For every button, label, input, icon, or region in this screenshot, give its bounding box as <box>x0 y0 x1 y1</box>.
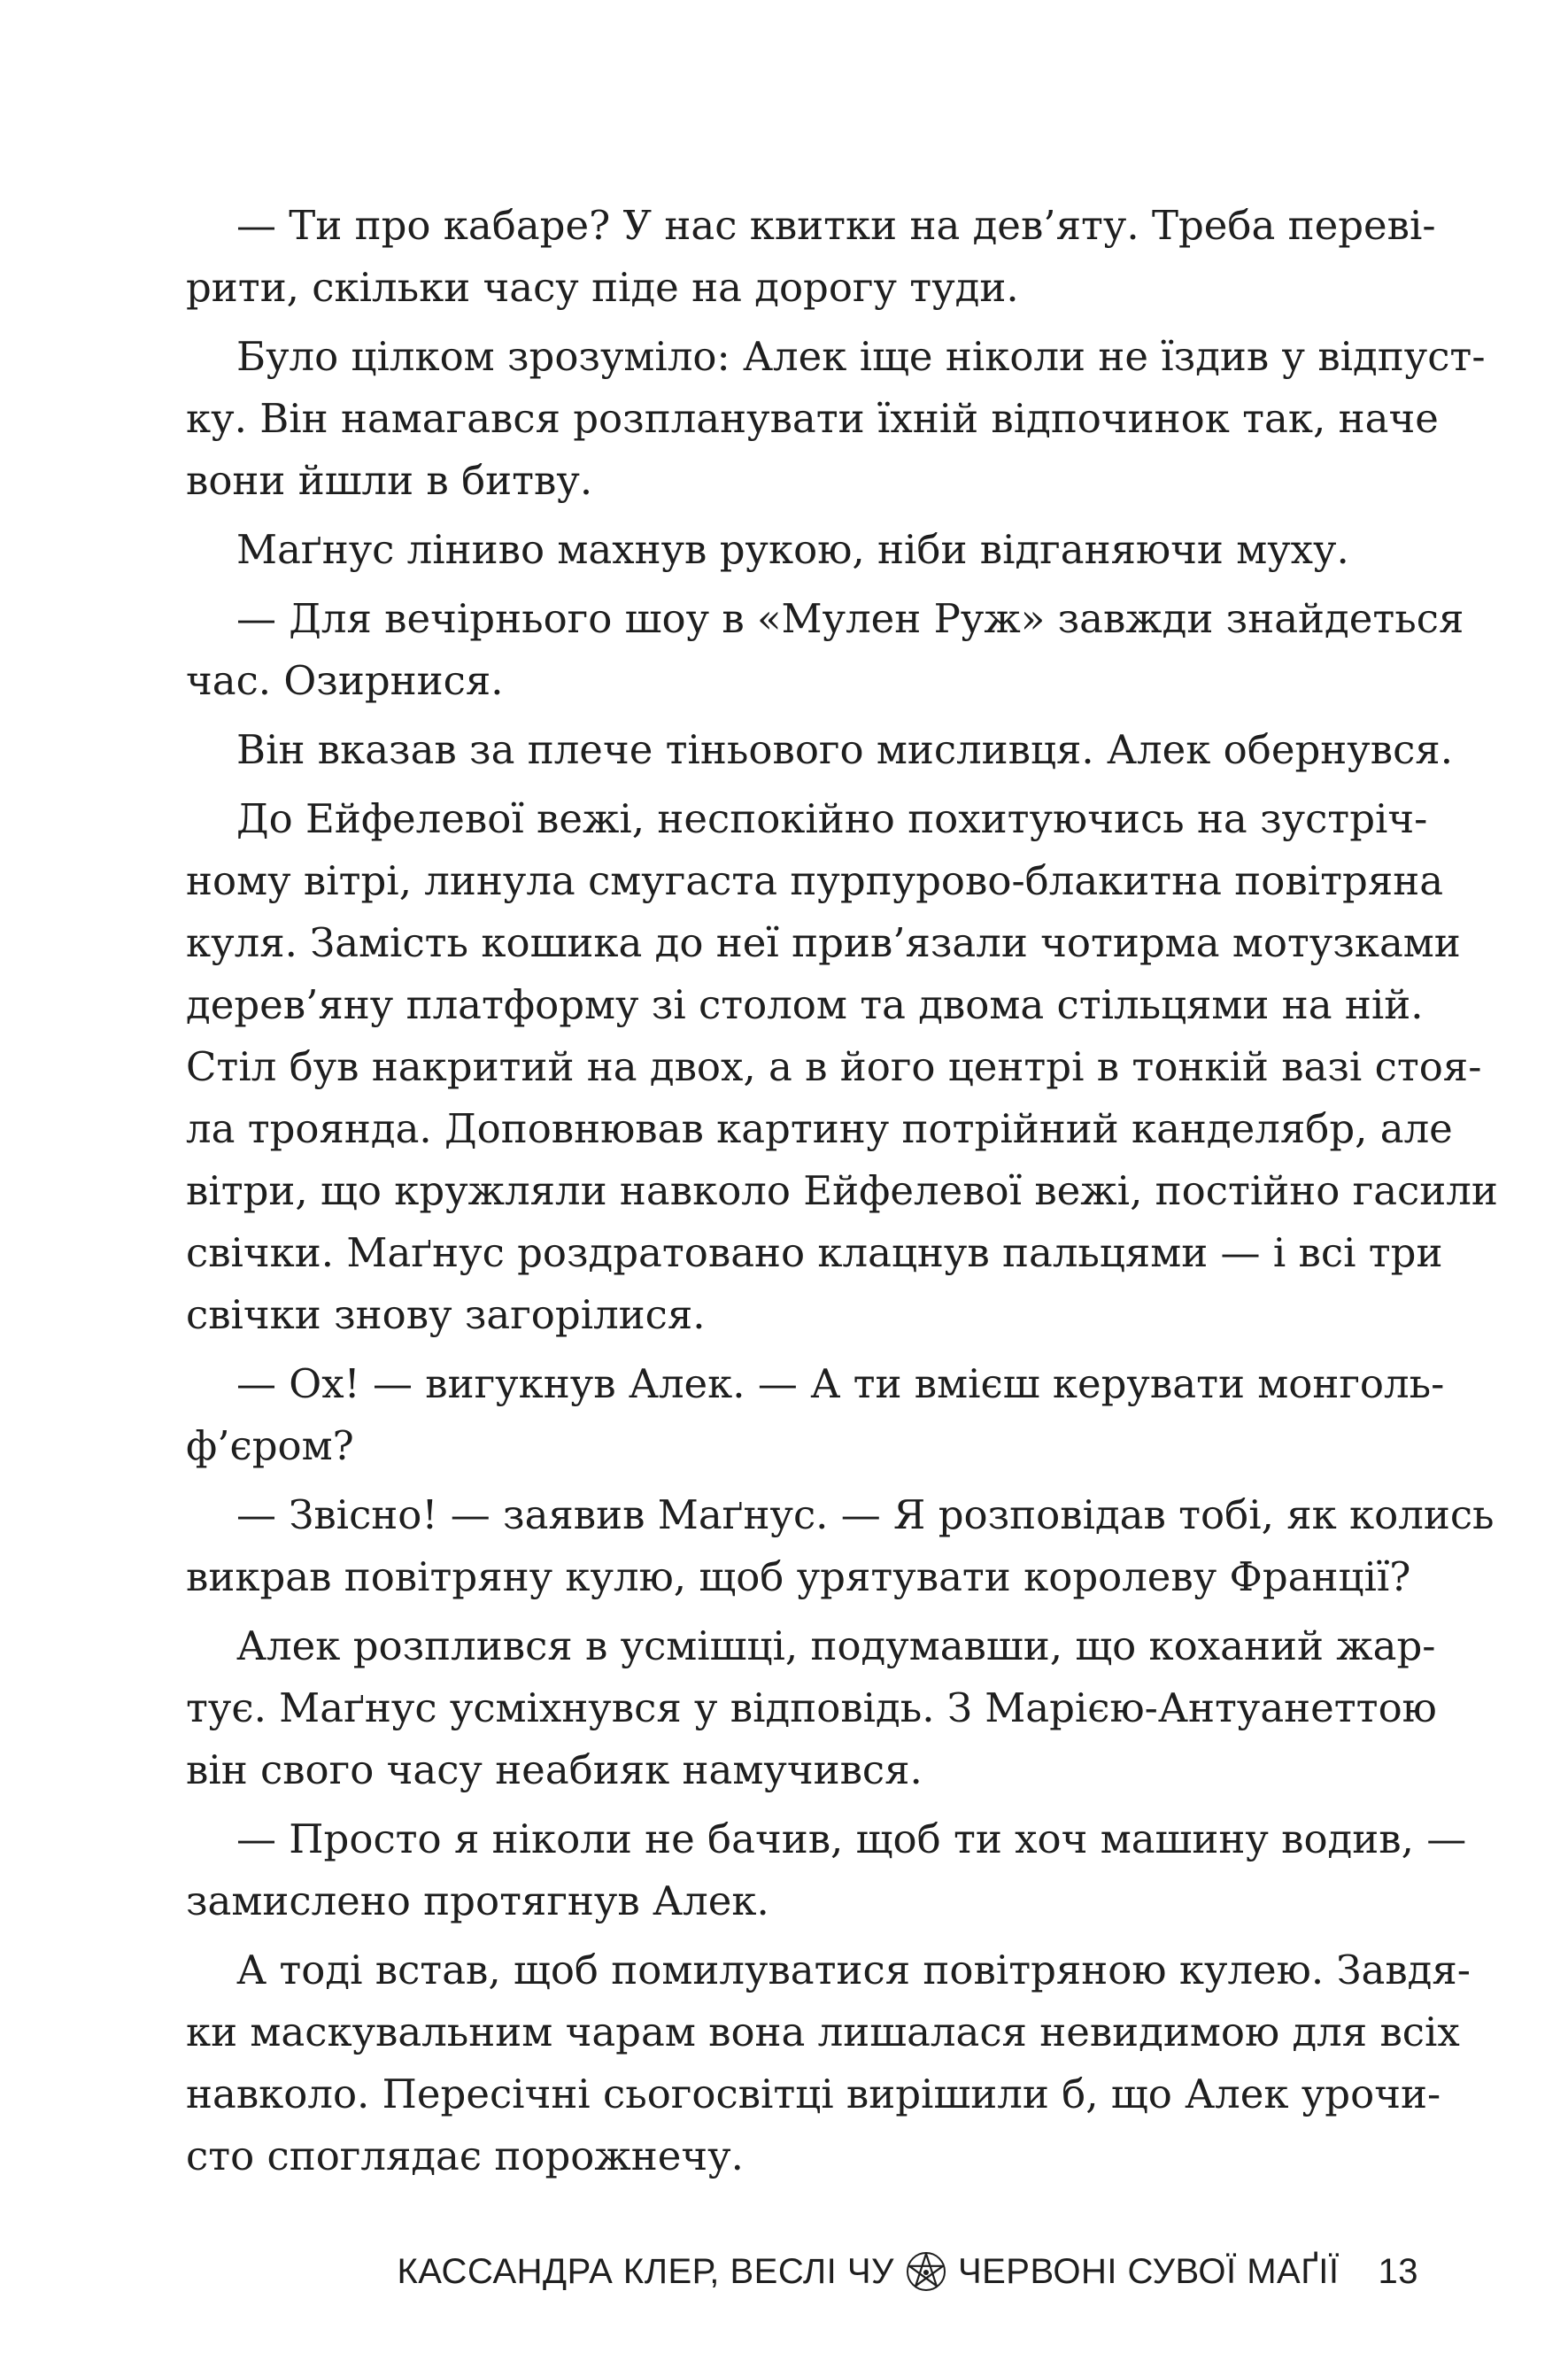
text-line: викрав повітряну кулю, щоб урятувати королеву Франції? <box>186 1553 1411 1600</box>
text-line: Було цілком зрозуміло: Алек іще ніколи не їздив у відпуст- <box>236 333 1486 380</box>
text-line: Стіл був накритий на двох, а в його центрі в тонкій вазі стоя- <box>186 1043 1482 1090</box>
text-line: замислено протягнув Алек. <box>186 1877 769 1924</box>
text-line: тує. Маґнус усміхнувся у відповідь. З Марією-Антуанеттою <box>186 1684 1437 1731</box>
text-line: сто споглядає порожнечу. <box>186 2132 744 2179</box>
text-line: Маґнус ліниво махнув рукою, ніби відганяючи муху. <box>236 526 1349 573</box>
text-line: ки маскувальним чарам вона лишалася невидимою для всіх <box>186 2009 1460 2055</box>
text-line: — Ох! — вигукнув Алек. — А ти вмієш керувати монголь- <box>236 1360 1445 1407</box>
text-line: — Звісно! — заявив Маґнус. — Я розповідав тобі, як колись <box>236 1491 1495 1538</box>
text-line: рити, скільки часу піде на дорогу туди. <box>186 264 1019 311</box>
text-line: ф’єром? <box>186 1422 354 1469</box>
footer-book-title: ЧЕРВОНІ СУВОЇ МАҐІЇ <box>957 2251 1340 2291</box>
text-line: свічки. Маґнус роздратовано клацнув пальцями — і всі три <box>186 1229 1443 1276</box>
text-line: — Для вечірнього шоу в «Мулен Руж» завжди знайдеться <box>236 595 1464 642</box>
text-line: час. Озирнися. <box>186 657 504 704</box>
text-line: До Ейфелевої вежі, неспокійно похитуючись на зустріч- <box>236 795 1428 842</box>
text-line: дерев’яну платформу зі столом та двома стільцями на ній. <box>186 981 1424 1028</box>
text-line: ла троянда. Доповнював картину потрійний канделябр, але <box>186 1105 1453 1152</box>
text-line: навколо. Пересічні сьогосвітці вирішили б, що Алек урочи- <box>186 2070 1441 2117</box>
pentagram-icon <box>905 2250 947 2293</box>
footer-authors: КАССАНДРА КЛЕР, ВЕСЛІ ЧУ <box>397 2251 894 2291</box>
text-line: куля. Замість кошика до неї прив’язали чотирма мотузками <box>186 919 1461 966</box>
running-footer <box>397 2241 1418 2303</box>
text-line: А тоді встав, щоб помилуватися повітряною кулею. Завдя- <box>236 1947 1471 1993</box>
text-line: вітри, що кружляли навколо Ейфелевої вежі, постійно гасили <box>186 1167 1498 1214</box>
text-line: — Ти про кабаре? У нас квитки на дев’яту. Треба переві- <box>236 202 1436 249</box>
text-line: ку. Він намагався розпланувати їхній відпочинок так, наче <box>186 395 1439 442</box>
text-line: — Просто я ніколи не бачив, щоб ти хоч машину водив, — <box>236 1815 1467 1862</box>
text-line: він свого часу неабияк намучився. <box>186 1746 923 1793</box>
text-line: ному вітрі, линула смугаста пурпурово-блакитна повітряна <box>186 857 1444 904</box>
text-line: вони йшли в битву. <box>186 457 593 504</box>
page-number: 13 <box>1378 2251 1418 2291</box>
text-line: Він вказав за плече тіньового мисливця. Алек обернувся. <box>236 726 1453 773</box>
text-line: свічки знову загорілися. <box>186 1291 706 1338</box>
text-line: Алек розплився в усмішці, подумавши, що коханий жар- <box>236 1622 1436 1669</box>
